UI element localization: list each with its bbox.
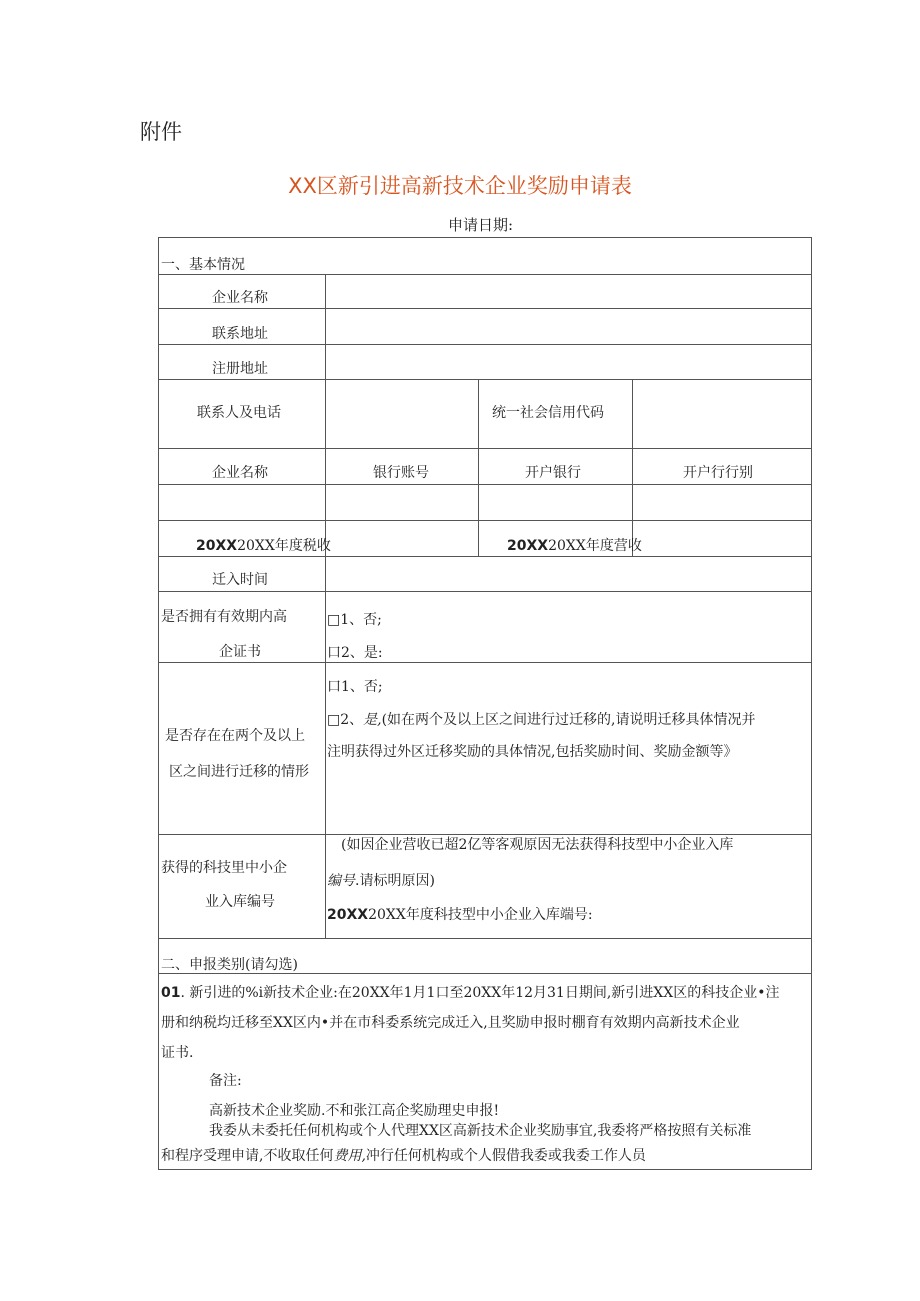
column-divider (325, 274, 326, 938)
remark-line3-italic: 费用, (333, 1148, 366, 1164)
application-form-table (158, 237, 812, 1170)
contact-address-label: 联系地址 (212, 326, 268, 342)
credit-code-label: 统一社会信用代码 (492, 405, 604, 421)
tax-label-text: 20XX年度税收 (237, 538, 331, 554)
tax-label: 20XX20XX年度税收 (196, 538, 331, 554)
section-basic-info-heading: 一、基本情况 (161, 257, 245, 273)
remark-line3 (161, 1141, 646, 1171)
migration-option-yes[interactable] (327, 713, 756, 727)
cert-option-no[interactable]: □1、否; (327, 612, 382, 628)
migration-option-yes-prefix: □2、 (327, 712, 364, 728)
sme-number-text: 20XX年度科技型中小企业入库端号: (368, 907, 593, 923)
category-item-line1 (161, 978, 779, 1008)
row-divider (159, 662, 811, 663)
migration-question-line1: 是否存在在两个及以上 (165, 728, 305, 744)
company-name-label: 企业名称 (212, 290, 268, 306)
row-divider (159, 308, 811, 309)
bank-company-name-label: 企业名称 (212, 465, 268, 481)
sme-note-line1: (如因企业营收已超2亿等客观原因无法获得科技型中小企业入库 (341, 837, 734, 853)
category-item-line2: 册和纳税均迁移至XX区内•并在巿科委系统完成迁入,且奖励申报时棚育有效期内高新技术企业 (161, 1015, 740, 1031)
application-date-label: 申请日期: (448, 216, 514, 234)
bank-branch-label: 开户行行别 (683, 465, 753, 481)
bank-account-label: 银行账号 (373, 465, 429, 481)
contact-phone-label: 联系人及电话 (197, 405, 281, 421)
column-divider (632, 379, 633, 556)
annex-label: 附件 (140, 120, 182, 144)
row-divider (159, 274, 811, 275)
row-divider (159, 520, 811, 521)
migration-option-yes-text: (如在两个及以上区之间进行过迁移的,请说明迁移具体情况并 (381, 712, 756, 728)
migration-option-yes-line2: 注明获得过外区迁移奖励的具体情况,包括奖励时间、奖励金额等》 (327, 744, 738, 760)
section-category-heading: 二、申报类别(请勾选) (161, 957, 298, 973)
remark-line3-text-a: 和程序受理申请,不收取任何 (161, 1148, 334, 1164)
cert-question-line2: 企证书 (219, 644, 261, 660)
migration-option-no[interactable]: 口1、否; (327, 679, 383, 695)
sme-number-label: 20XX20XX年度科技型中小企业入库端号: (327, 907, 593, 923)
migration-question-line2: 区之间进行迁移的情形 (169, 764, 309, 780)
revenue-label-text: 20XX年度营收 (548, 538, 642, 554)
bank-label: 开户银行 (525, 465, 581, 481)
sme-question-line2: 业入库编号 (205, 894, 275, 910)
remark-label: 备注: (209, 1073, 242, 1089)
row-divider (159, 448, 811, 449)
category-item-text: . 新引进的%i新技术企业:在20XX年1月1口至20XX年12月31日期间,新引进XX区的科技企业•注 (180, 985, 780, 1001)
sme-note-italic: 编号 (327, 873, 355, 889)
row-divider (159, 973, 811, 974)
migration-option-yes-word: 是, (363, 712, 382, 728)
row-divider (159, 834, 811, 835)
row-divider (159, 591, 811, 592)
cert-option-yes[interactable]: 口2、是: (327, 645, 383, 661)
revenue-label: 20XX20XX年度营收 (507, 538, 642, 554)
remark-line3-text-b: 冲行任何机构或个人假借我委或我委工作人员 (365, 1148, 646, 1164)
form-title: XX区新引进高新技术企业奖励申请表 (288, 174, 632, 198)
remark-line1: 高新技术企业奖励.不和张江高企奖励理史申报! (209, 1103, 500, 1119)
sme-note-text: .请标明原因) (355, 873, 435, 889)
column-divider (478, 379, 479, 556)
registered-address-label: 注册地址 (212, 361, 268, 377)
remark-line2: 我委从未委托任何机构或个人代理XX区高新技术企业奖励事宜,我委将严格按照有关标准 (209, 1123, 752, 1139)
row-divider (159, 938, 811, 939)
row-divider (159, 379, 811, 380)
row-divider (159, 556, 811, 557)
sme-note-line2 (327, 874, 435, 888)
sme-question-line1: 获得的科技里中小企 (161, 860, 287, 876)
cert-question-line1: 是否拥有有效期内高 (161, 609, 287, 625)
row-divider (159, 344, 811, 345)
row-divider (159, 484, 811, 485)
category-item-line3: 证书. (161, 1045, 194, 1061)
category-item-number: 01 (161, 985, 181, 1001)
move-in-time-label: 迁入时间 (212, 572, 268, 588)
